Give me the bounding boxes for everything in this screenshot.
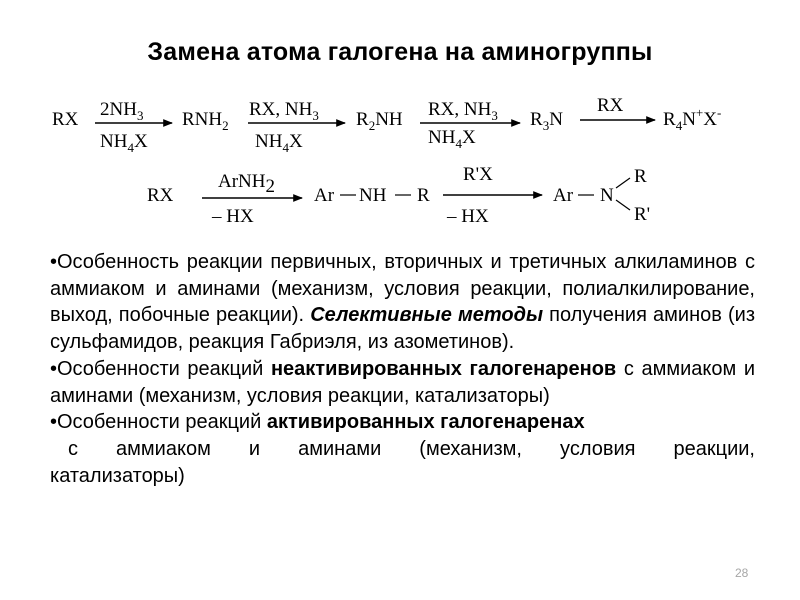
bond-n-r-prime — [616, 200, 630, 210]
arrow2-reagent-top: RX, $NH_3$ — [249, 99, 319, 123]
r-group-top: R — [634, 166, 647, 187]
p3-text-a: Особенности реакций — [57, 411, 267, 434]
product-r3n: $R_3N$ — [530, 109, 563, 133]
paragraph-3-line-2: с аммиаком и аминами (механизм, условия реакции, — [68, 437, 755, 460]
scheme-row-1 — [52, 95, 721, 155]
row2-arrow2-reagent-top: R'X — [463, 164, 493, 185]
slide-title: Замена атома галогена на аминогруппы — [147, 38, 653, 66]
row2-arrow1-reagent-top: ArNH2 — [218, 171, 275, 197]
arrow4-reagent-top: RX — [597, 95, 624, 116]
p1-emphasis: Селективные методы — [310, 304, 544, 327]
row2-arrow2-reagent-bottom: – HX — [447, 206, 489, 227]
p2-text-a: Особенности реакций — [57, 357, 271, 380]
p2-emphasis: неактивированных галогенаренов — [270, 357, 617, 380]
paragraph-1 — [50, 249, 755, 356]
scheme-row-2 — [147, 164, 650, 227]
ar-1: Ar — [314, 185, 335, 206]
product-r4n-salt: $R_4N^+X^-$ — [663, 105, 722, 133]
arrow2-reagent-bottom: $NH_4X$ — [255, 131, 303, 155]
nh-group: NH — [359, 185, 387, 206]
bullet-2: • — [50, 357, 58, 380]
p1-text-b: получения аминов (из сульфамидов, реакция Габриэля, из азометинов). — [50, 304, 755, 354]
reactant-rx-2: RX — [147, 185, 174, 206]
reaction-scheme — [0, 0, 800, 235]
page-number: 28 — [735, 566, 749, 580]
arrow3-reagent-top: RX, $NH_3$ — [428, 99, 498, 123]
product-r2nh: $R_2NH$ — [356, 109, 403, 133]
bullet-1: • — [50, 251, 58, 273]
p3-emphasis: активированных галогенаренах — [266, 411, 585, 434]
paragraph-2 — [50, 356, 755, 409]
slide-body — [50, 249, 755, 489]
reactant-rx: RX — [52, 109, 79, 130]
product-rnh2: $RNH_2$ — [182, 109, 229, 133]
ar-2: Ar — [553, 185, 574, 206]
p1-text-a: Особенность реакции первичных, вторичных и третичных алкиламинов с аммиаком и аминами (механизм, условия реакции, полиалкилирование, выход, побочные реакции). — [50, 251, 755, 327]
n-atom: N — [600, 185, 614, 206]
bond-n-r — [616, 178, 630, 188]
bullet-3: • — [50, 411, 58, 434]
r-group-1: R — [417, 185, 430, 206]
r-group-bottom: R' — [634, 204, 651, 225]
p2-text-b: с аммиаком и аминами (механизм, условия реакции, катализаторы) — [50, 357, 755, 407]
arrow1-reagent-bottom: $NH_4X$ — [100, 131, 148, 155]
paragraph-3 — [50, 409, 755, 436]
paragraph-3-line-3: катализаторы) — [50, 464, 185, 487]
row2-arrow1-reagent-bottom: – HX — [212, 206, 254, 227]
arrow3-reagent-bottom: $NH_4X$ — [428, 127, 476, 151]
arrow1-reagent-top: $2NH_3$ — [100, 99, 144, 123]
